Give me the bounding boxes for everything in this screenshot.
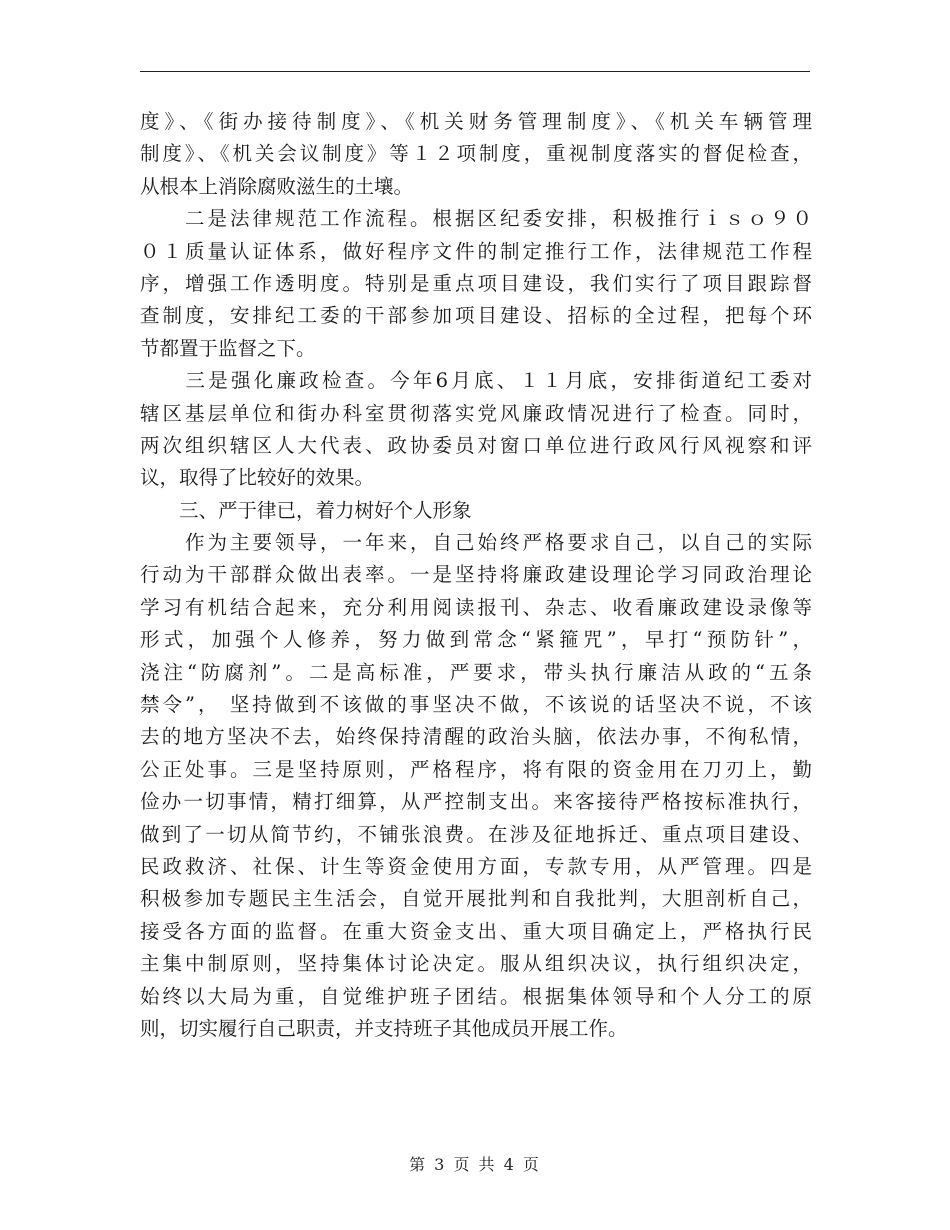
text-line: 始终以大局为重，自觉维护班子团结。根据集体领导和个人分工的原 xyxy=(140,984,812,1008)
text-line: 度》、《街办接待制度》、《机关财务管理制度》、《机关车辆管理 xyxy=(140,110,812,133)
text-line: 二是法律规范工作流程。根据区纪委安排，积极推行ｉｓｏ９０ xyxy=(140,207,812,231)
text-line: 俭办一切事情，精打细算，从严控制支出。来客接待严格按标准执行， xyxy=(140,790,812,814)
text-line: 学习有机结合起来，充分利用阅读报刊、杂志、收看廉政建设录像等 xyxy=(140,595,812,619)
text-line: 制度》、《机关会议制度》等１２项制度，重视制度落实的督促检查， xyxy=(140,142,812,166)
text-line: 公正处事。三是坚持原则，严格程序，将有限的资金用在刀刃上，勤 xyxy=(140,757,812,781)
text-line: 辖区基层单位和街办科室贯彻落实党风廉政情况进行了检查。同时， xyxy=(140,401,812,425)
text-line: 做到了一切从简节约，不铺张浪费。在涉及征地拆迁、重点项目建设、 xyxy=(140,822,812,846)
text-line: 主集中制原则，坚持集体讨论决定。服从组织决议，执行组织决定， xyxy=(140,952,812,976)
text-line: 民政救济、社保、计生等资金使用方面，专款专用，从严管理。四是 xyxy=(140,854,812,878)
header-rule xyxy=(140,71,810,72)
text-line: 三是强化廉政检查。今年6月底、１１月底，安排街道纪工委对 xyxy=(140,369,812,393)
text-line: 两次组织辖区人大代表、政协委员对窗口单位进行政风行风视察和评 xyxy=(140,433,812,457)
text-line: 去的地方坚决不去，始终保持清醒的政治头脑，依法办事，不徇私情， xyxy=(140,725,812,749)
text-line: 查制度，安排纪工委的干部参加项目建设、招标的全过程，把每个环 xyxy=(140,304,812,328)
text-line: 从根本上消除腐败滋生的土壤。 xyxy=(140,174,414,198)
text-line: 行动为干部群众做出表率。一是坚持将廉政建设理论学习同政治理论 xyxy=(140,563,812,587)
text-line: 节都置于监督之下。 xyxy=(140,336,316,360)
text-line: 积极参加专题民主生活会，自觉开展批判和自我批判，大胆剖析自己， xyxy=(140,887,812,911)
text-line: 禁令”， 坚持做到不该做的事坚决不做，不该说的话坚决不说，不该 xyxy=(140,693,812,717)
text-line: 议，取得了比较好的效果。 xyxy=(140,466,375,490)
text-line: 三、严于律已，着力树好个人形象 xyxy=(140,498,472,522)
text-line: 浇注“防腐剂”。二是高标准，严要求，带头执行廉洁从政的“五条 xyxy=(140,660,812,684)
document-body xyxy=(140,106,812,1045)
text-line: 则，切实履行自己职责，并支持班子其他成员开展工作。 xyxy=(140,1016,628,1040)
text-line: 作为主要领导，一年来，自己始终严格要求自己，以自己的实际 xyxy=(140,531,812,555)
text-line: 接受各方面的监督。在重大资金支出、重大项目确定上，严格执行民 xyxy=(140,919,812,943)
page-number-footer: 第 3 页 共 4 页 xyxy=(409,1155,541,1174)
text-line: 形式，加强个人修养，努力做到常念“紧箍咒”，早打“预防针”， xyxy=(140,628,812,652)
text-line: 序，增强工作透明度。特别是重点项目建设，我们实行了项目跟踪督 xyxy=(140,271,812,295)
text-line: ０１质量认证体系，做好程序文件的制定推行工作，法律规范工作程 xyxy=(140,239,812,263)
